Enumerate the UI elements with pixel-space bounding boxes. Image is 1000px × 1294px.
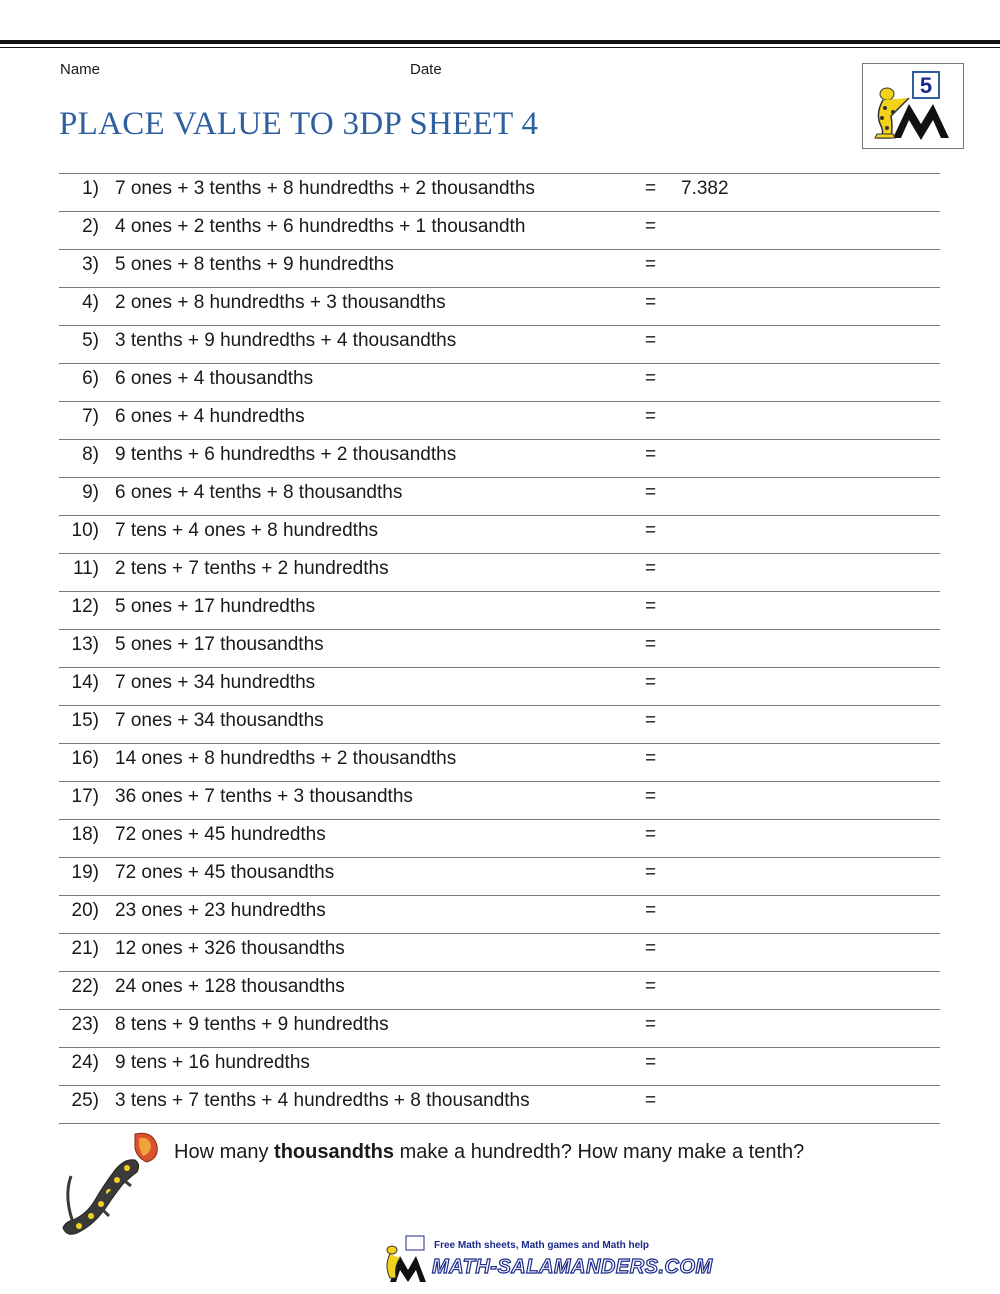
problem-row [59, 934, 940, 972]
problem-expression: 8 tens + 9 tenths + 9 hundredths [115, 1014, 389, 1035]
date-label: Date [410, 61, 442, 78]
problem-number: 22) [71, 976, 99, 997]
page-title: PLACE VALUE TO 3DP SHEET 4 [59, 106, 539, 142]
problem-row [59, 972, 940, 1010]
problem-number: 16) [71, 748, 99, 769]
problem-number: 7) [82, 406, 99, 427]
problem-row [59, 402, 940, 440]
problem-number: 20) [71, 900, 99, 921]
answer-value[interactable]: 7.382 [681, 178, 729, 199]
equals-sign: = [645, 330, 657, 351]
equals-sign: = [645, 634, 657, 655]
problem-row [59, 440, 940, 478]
problem-row [59, 744, 940, 782]
problem-expression: 7 ones + 3 tenths + 8 hundredths + 2 thousandths [115, 178, 535, 199]
equals-sign: = [645, 1014, 657, 1035]
problem-expression: 9 tens + 16 hundredths [115, 1052, 310, 1073]
problem-expression: 23 ones + 23 hundredths [115, 900, 326, 921]
salamander-grade-icon [863, 64, 963, 148]
problem-row [59, 326, 940, 364]
problem-row [59, 174, 940, 212]
equals-sign: = [645, 520, 657, 541]
problem-expression: 72 ones + 45 thousandths [115, 862, 335, 883]
problem-row [59, 288, 940, 326]
equals-sign: = [645, 976, 657, 997]
problem-number: 15) [71, 710, 99, 731]
problem-expression: 6 ones + 4 hundredths [115, 406, 305, 427]
problem-number: 25) [71, 1090, 99, 1111]
problem-expression: 3 tenths + 9 hundredths + 4 thousandths [115, 330, 457, 351]
problem-row [59, 630, 940, 668]
problem-expression: 2 tens + 7 tenths + 2 hundredths [115, 558, 389, 579]
problem-expression: 6 ones + 4 tenths + 8 thousandths [115, 482, 403, 503]
problem-number: 19) [71, 862, 99, 883]
problem-expression: 36 ones + 7 tenths + 3 thousandths [115, 786, 413, 807]
problem-expression: 5 ones + 17 hundredths [115, 596, 316, 617]
equals-sign: = [645, 862, 657, 883]
equals-sign: = [645, 406, 657, 427]
fire-salamander-icon [55, 1128, 170, 1246]
problem-row [59, 1086, 940, 1124]
problem-expression: 72 ones + 45 hundredths [115, 824, 326, 845]
problem-number: 21) [71, 938, 99, 959]
equals-sign: = [645, 710, 657, 731]
problem-expression: 5 ones + 17 thousandths [115, 634, 324, 655]
problem-row [59, 1048, 940, 1086]
problem-row [59, 858, 940, 896]
equals-sign: = [645, 444, 657, 465]
equals-sign: = [645, 938, 657, 959]
equals-sign: = [645, 178, 657, 199]
problem-row [59, 1010, 940, 1048]
problem-expression: 4 ones + 2 tenths + 6 hundredths + 1 thousandth [115, 216, 526, 237]
footer-brand-link[interactable]: MATH-SALAMANDERS.COM [432, 1256, 713, 1278]
problem-row [59, 212, 940, 250]
problem-number: 18) [71, 824, 99, 845]
problem-row [59, 516, 940, 554]
problem-row [59, 592, 940, 630]
problem-row [59, 554, 940, 592]
question-text-start: How many [174, 1141, 275, 1163]
problem-row [59, 250, 940, 288]
problem-expression: 14 ones + 8 hundredths + 2 thousandths [115, 748, 457, 769]
problem-number: 17) [71, 786, 99, 807]
name-label: Name [60, 61, 101, 78]
equals-sign: = [645, 1052, 657, 1073]
problem-expression: 9 tenths + 6 hundredths + 2 thousandths [115, 444, 457, 465]
equals-sign: = [645, 748, 657, 769]
problem-row [59, 364, 940, 402]
bonus-question [174, 1141, 804, 1164]
problem-expression: 2 ones + 8 hundredths + 3 thousandths [115, 292, 446, 313]
problem-expression: 3 tens + 7 tenths + 4 hundredths + 8 thousandths [115, 1090, 530, 1111]
problem-number: 4) [82, 292, 99, 313]
equals-sign: = [645, 254, 657, 275]
footer-tagline: Free Math sheets, Math games and Math help [434, 1240, 650, 1251]
top-rule-thin [0, 47, 1000, 48]
problem-number: 13) [71, 634, 99, 655]
equals-sign: = [645, 216, 657, 237]
equals-sign: = [645, 786, 657, 807]
equals-sign: = [645, 292, 657, 313]
problem-number: 23) [71, 1014, 99, 1035]
equals-sign: = [645, 824, 657, 845]
problem-number: 8) [82, 444, 99, 465]
problem-expression: 5 ones + 8 tenths + 9 hundredths [115, 254, 394, 275]
equals-sign: = [645, 482, 657, 503]
problem-row [59, 706, 940, 744]
top-rule-thick [0, 40, 1000, 44]
question-text-end: make a hundredth? How many make a tenth? [394, 1141, 805, 1163]
problem-expression: 7 tens + 4 ones + 8 hundredths [115, 520, 379, 541]
problem-number: 10) [71, 520, 99, 541]
problem-row [59, 782, 940, 820]
problem-row [59, 896, 940, 934]
problem-number: 1) [82, 178, 99, 199]
problem-expression: 12 ones + 326 thousandths [115, 938, 345, 959]
equals-sign: = [645, 368, 657, 389]
problem-number: 9) [82, 482, 99, 503]
salamander-illustration [55, 1128, 170, 1246]
problem-number: 24) [71, 1052, 99, 1073]
problem-number: 6) [82, 368, 99, 389]
problem-row [59, 668, 940, 706]
problem-number: 5) [82, 330, 99, 351]
problem-number: 12) [71, 596, 99, 617]
problem-list [59, 173, 940, 1124]
equals-sign: = [645, 900, 657, 921]
equals-sign: = [645, 672, 657, 693]
equals-sign: = [645, 558, 657, 579]
problem-expression: 6 ones + 4 thousandths [115, 368, 314, 389]
grade-badge-text: 5 [919, 73, 933, 98]
question-bold-term: thousandths [274, 1141, 395, 1163]
problem-expression: 24 ones + 128 thousandths [115, 976, 345, 997]
problem-row [59, 820, 940, 858]
problem-number: 14) [71, 672, 99, 693]
equals-sign: = [645, 1090, 657, 1111]
problem-expression: 7 ones + 34 hundredths [115, 672, 316, 693]
problem-expression: 7 ones + 34 thousandths [115, 710, 324, 731]
footer-salamander-icon [380, 1232, 432, 1284]
problem-row [59, 478, 940, 516]
problem-number: 3) [82, 254, 99, 275]
equals-sign: = [645, 596, 657, 617]
problem-number: 11) [72, 558, 99, 579]
grade-logo [862, 63, 964, 149]
problem-number: 2) [82, 216, 99, 237]
